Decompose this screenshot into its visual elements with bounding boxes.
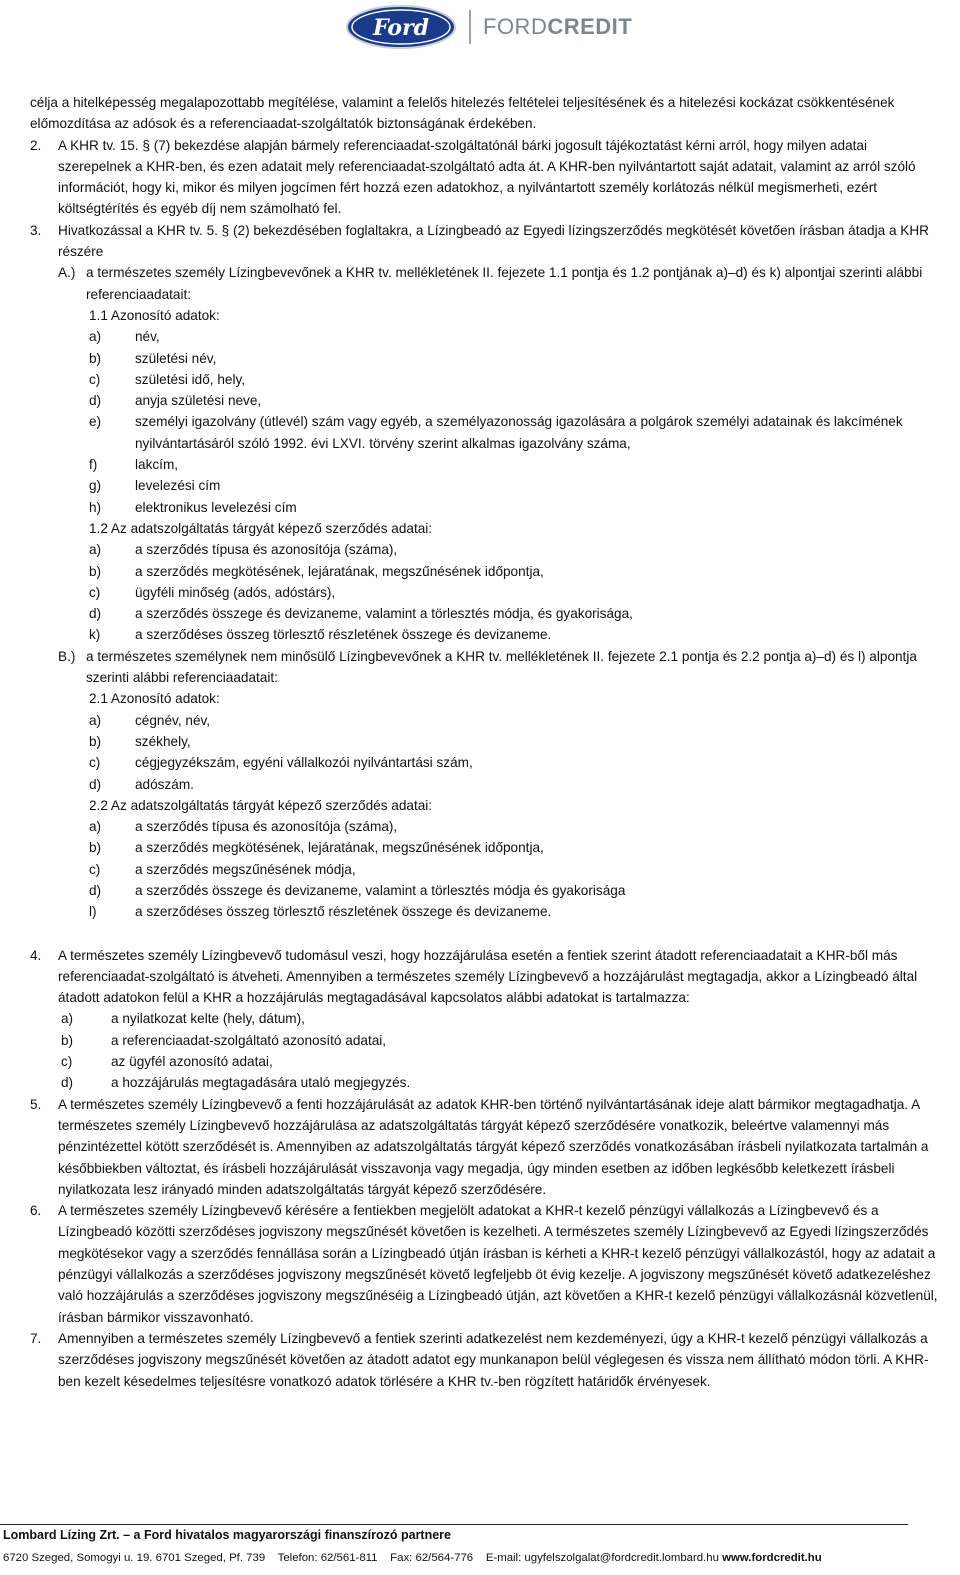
- list-marker: e): [89, 414, 102, 430]
- list-text: ügyféli minőség (adós, adóstárs),: [135, 584, 336, 600]
- item-4-text: A természetes személy Lízingbevevő tudomásul veszi, hogy hozzájárulása esetén a fentiek szerint átadott referenciaadatait a KHR-ből más referenciaadat-szolgáltató is átveheti. Amennyiben a természetes személy Lízingbevevő a hozzájárulást megtagadja, akkor a Lízingbeadó által átadott adatokon felül a KHR a hozzájárulás megtagadásával kapcsolatos alábbi adatokat is tartalmazza:: [58, 947, 918, 1006]
- section-a-text: a természetes személy Lízingbevevőnek a KHR tv. mellékletének II. fejezete 1.1 pontja és 1.2 pontjának a)–d) és k) alpontjai szerinti alábbi referenciaadatait:: [86, 265, 923, 302]
- list-text: a nyilatkozat kelte (hely, dátum),: [111, 1011, 305, 1027]
- section-a: [58, 262, 940, 645]
- list-item: [89, 624, 940, 645]
- list-marker: c): [89, 371, 101, 387]
- item-4-number: 4.: [30, 947, 42, 963]
- item-5: [30, 1094, 940, 1200]
- list-item: [89, 369, 940, 390]
- list-marker: d): [89, 606, 102, 622]
- list-marker: d): [61, 1075, 74, 1091]
- list-item: [89, 731, 940, 752]
- section-b-list2: [89, 816, 940, 922]
- list-marker: c): [61, 1054, 73, 1070]
- section-b-list1: [89, 710, 940, 795]
- list-marker: h): [89, 499, 102, 515]
- item-7-text: Amennyiben a természetes személy Lízingbevevő a fentiek szerinti adatkezelést nem kezdeményezi, úgy a KHR-t kezelő pénzügyi vállalkozás a szerződéses jogviszony megszűnését követően az átadott adatot egy munkanapon belül véglegesen és vissza nem állítható módon törli. A KHR-ben kezelt késedelmes teljesítésre vonatkozó adatok törlésére a KHR tv.-ben rögzített határidők érvényesek.: [58, 1330, 929, 1389]
- logo-divider: [469, 10, 471, 44]
- list-marker: a): [89, 819, 102, 835]
- list-marker: k): [89, 627, 101, 643]
- list-text: a szerződés megkötésének, lejáratának, megszűnésének időpontja,: [135, 563, 544, 579]
- item-3: [30, 220, 940, 263]
- list-item: [89, 497, 940, 518]
- list-text: a referenciaadat-szolgáltató azonosító adatai,: [111, 1032, 387, 1048]
- list-item: [61, 1072, 940, 1093]
- list-text: a szerződés típusa és azonosítója (száma),: [135, 819, 398, 835]
- list-marker: d): [89, 393, 102, 409]
- list-text: a szerződéses összeg törlesztő részletének összege és devizaneme.: [135, 904, 552, 920]
- list-text: székhely,: [135, 733, 191, 749]
- item-2: [30, 135, 940, 220]
- list-text: anyja születési neve,: [135, 393, 262, 409]
- list-item: [89, 390, 940, 411]
- list-text: elektronikus levelezési cím: [135, 499, 297, 515]
- brand-word-credit: CREDIT: [547, 14, 633, 39]
- item-4-list: [61, 1008, 940, 1093]
- section-b-heading: [58, 646, 940, 689]
- list-item: [61, 1008, 940, 1029]
- item-6-number: 6.: [30, 1203, 42, 1219]
- list-item: [89, 816, 940, 837]
- section-a-label: A.): [58, 265, 76, 281]
- section-b-h1: 2.1 Azonosító adatok:: [89, 691, 220, 707]
- item-5-number: 5.: [30, 1096, 42, 1112]
- footer-company: Lombard Lízing Zrt. – a Ford hivatalos magyarországi finanszírozó partnere: [3, 1528, 451, 1542]
- footer-website-link[interactable]: www.fordcredit.hu: [722, 1552, 822, 1564]
- list-text: név,: [135, 329, 160, 345]
- section-b: [58, 646, 940, 923]
- list-item: [89, 582, 940, 603]
- list-item: [89, 774, 940, 795]
- list-item: [89, 561, 940, 582]
- list-item: [61, 1051, 940, 1072]
- list-item: [89, 348, 940, 369]
- section-a-h2: 1.2 Az adatszolgáltatás tárgyát képező szerződés adatai:: [89, 520, 433, 536]
- list-item: [89, 880, 940, 901]
- footer-fax: Fax: 62/564-776: [390, 1552, 474, 1564]
- item-6: [30, 1200, 940, 1328]
- list-item: [89, 454, 940, 475]
- list-text: a szerződés típusa és azonosítója (száma),: [135, 542, 398, 558]
- list-text: a szerződés megkötésének, lejáratának, megszűnésének időpontja,: [135, 840, 544, 856]
- intro-paragraph: célja a hitelképesség megalapozottabb megítélése, valamint a felelős hitelezés feltételei teljesítésének és a hitelezési kockázat csökkentésének előmozdítása az adósok és a referenciaadat-szolgáltatók biztonságának érdekében.: [30, 95, 895, 132]
- item-2-text: A KHR tv. 15. § (7) bekezdése alapján bármely referenciaadat-szolgáltatónál bárki jogosult tájékoztatást kérni arról, hogy milyen adatai szerepelnek a KHR-ben, és ezen adatait mely referenciaadat-szolgáltató adta át. A KHR-ben nyilvántartott saját adatait, valamint az arról szóló információt, hogy ki, mikor és milyen jogcímen fért hozzá ezen adatokhoz, a nyilvántartott személy korlátozás nélkül megismerheti, ezért költségtérítés és egyéb díj nem számolható fel.: [58, 137, 916, 217]
- list-text: a szerződés összege és devizaneme, valamint a törlesztés módja és gyakorisága: [135, 882, 626, 898]
- item-3-number: 3.: [30, 222, 42, 238]
- ford-oval-logo-icon: [345, 4, 457, 50]
- section-b-h2: 2.2 Az adatszolgáltatás tárgyát képező szerződés adatai:: [89, 797, 433, 813]
- item-4: [30, 945, 940, 1009]
- brand-name: [483, 14, 632, 40]
- footer-email[interactable]: E-mail: ugyfelszolgalat@fordcredit.lombard.hu: [485, 1552, 719, 1564]
- footer-tel: Telefon: 62/561-811: [277, 1552, 378, 1564]
- list-marker: b): [89, 563, 102, 579]
- list-marker: f): [89, 457, 98, 473]
- document-body: [30, 92, 940, 1392]
- list-item: [89, 752, 940, 773]
- list-marker: c): [89, 861, 101, 877]
- footer-divider: [0, 1524, 908, 1525]
- list-marker: a): [89, 542, 102, 558]
- footer-address: 6720 Szeged, Somogyi u. 19. 6701 Szeged, Pf. 739: [3, 1552, 266, 1564]
- section-b-text: a természetes személynek nem minősülő Lízingbevevőnek a KHR tv. mellékletének II. fejezete 2.1 pontja és 2.2 pontja a)–d) és l) alpontja szerinti alábbi referenciaadatait:: [86, 648, 917, 686]
- brand-word-ford: FORD: [483, 14, 548, 39]
- list-marker: d): [89, 776, 102, 792]
- item-3-text: Hivatkozással a KHR tv. 5. § (2) bekezdésében foglaltakra, a Lízingbeadó az Egyedi lízingszerződés megkötését követően írásban átadja a KHR részére: [58, 222, 929, 260]
- section-b-label: B.): [58, 648, 76, 664]
- list-item: [89, 837, 940, 858]
- list-item: [89, 411, 940, 454]
- list-marker: c): [89, 755, 101, 771]
- list-text: születési idő, hely,: [135, 371, 246, 387]
- list-item: [89, 326, 940, 347]
- list-text: a szerződéses összeg törlesztő részletének összege és devizaneme.: [135, 627, 552, 643]
- list-item: [89, 901, 940, 922]
- list-text: levelezési cím: [135, 478, 221, 494]
- list-marker: b): [89, 350, 102, 366]
- list-marker: d): [89, 882, 102, 898]
- list-text: a szerződés összege és devizaneme, valamint a törlesztés módja, és gyakorisága,: [135, 606, 633, 622]
- list-marker: c): [89, 584, 101, 600]
- list-text: személyi igazolvány (útlevél) szám vagy egyéb, a személyazonosság igazolására a polgárok személyi adatainak és lakcímének nyilvántartásáról szóló 1992. évi LXVI. törvény szerint alkalmas igazolvány száma,: [135, 414, 903, 451]
- item-6-text: A természetes személy Lízingbevevő kérésére a fentiekben megjelölt adatokat a KHR-t kezelő pénzügyi vállalkozás a Lízingbevevő és a Lízingbeadó közötti szerződéses jogviszony megszűnését követően is kezelheti. A természetes személy Lízingbevevő az Egyedi lízingszerződés megkötésekor vagy a szerződés fennállása során a Lízingbeadó útján írásban is kérheti a KHR-t kezelő pénzügyi vállalkozástól, hogy az adatait a pénzügyi vállalkozás a szerződéses jogviszony megszűnését követő legfeljebb öt évig kezelje. A jogviszony megszűnését követő adatkezeléshez való hozzájárulás a szerződéses jogviszony megszűnéséig a Lízingbeadó útján, azt követően a KHR-t kezelő pénzügyi vállalkozásnál közvetlenül, írásban bármikor visszavonható.: [58, 1203, 938, 1325]
- item-5-text: A természetes személy Lízingbevevő a fenti hozzájárulását az adatok KHR-ben történő nyilvántartásának ideje alatt bármikor megtagadhatja. A természetes személy Lízingbevevő hozzájárulása az adatszolgáltatás tárgyát képező szerződésére vonatkozik, beleértve valamennyi más pénzintézettel kötött szerződését is. Amennyiben az adatszolgáltatás tárgyát képező szerződés vonatkozásában írásbeli nyilatkozata tartalmán a későbbiekben változtat, és írásbeli hozzájárulását visszavonja vagy megadja, úgy minden esetben az időben legkésőbb keletkezett írásbeli nyilatkozata lesz irányadó minden adatszolgáltatás tárgyát képező szerződésére.: [58, 1096, 929, 1197]
- list-item: [89, 859, 940, 880]
- list-item: [89, 475, 940, 496]
- section-a-list1: [89, 326, 940, 518]
- list-marker: a): [89, 329, 102, 345]
- footer-contact: [3, 1552, 822, 1564]
- page-header: [0, 0, 960, 60]
- list-item: [89, 603, 940, 624]
- list-item: [61, 1030, 940, 1051]
- list-text: az ügyfél azonosító adatai,: [111, 1054, 273, 1070]
- spacer: [30, 923, 940, 945]
- list-item: [89, 710, 940, 731]
- list-marker: a): [89, 712, 102, 728]
- list-item: [89, 539, 940, 560]
- item-7: [30, 1328, 940, 1392]
- list-marker: b): [89, 840, 102, 856]
- section-a-list2: [89, 539, 940, 645]
- list-marker: l): [89, 904, 97, 920]
- section-a-heading: [58, 262, 940, 305]
- list-text: a szerződés megszűnésének módja,: [135, 861, 356, 877]
- list-text: lakcím,: [135, 457, 179, 473]
- list-text: a hozzájárulás megtagadására utaló megjegyzés.: [111, 1075, 411, 1091]
- list-marker: a): [61, 1011, 74, 1027]
- item-7-number: 7.: [30, 1330, 42, 1346]
- list-marker: g): [89, 478, 102, 494]
- list-text: születési név,: [135, 350, 217, 366]
- list-marker: b): [61, 1032, 74, 1048]
- item-2-number: 2.: [30, 137, 42, 153]
- list-text: cégjegyzékszám, egyéni vállalkozói nyilvántartási szám,: [135, 755, 473, 771]
- list-text: cégnév, név,: [135, 712, 211, 728]
- list-text: adószám.: [135, 776, 194, 792]
- ford-oval-text: Ford: [372, 15, 430, 41]
- ford-credit-logo: [345, 4, 632, 50]
- section-a-h1: 1.1 Azonosító adatok:: [89, 307, 220, 323]
- list-marker: b): [89, 733, 102, 749]
